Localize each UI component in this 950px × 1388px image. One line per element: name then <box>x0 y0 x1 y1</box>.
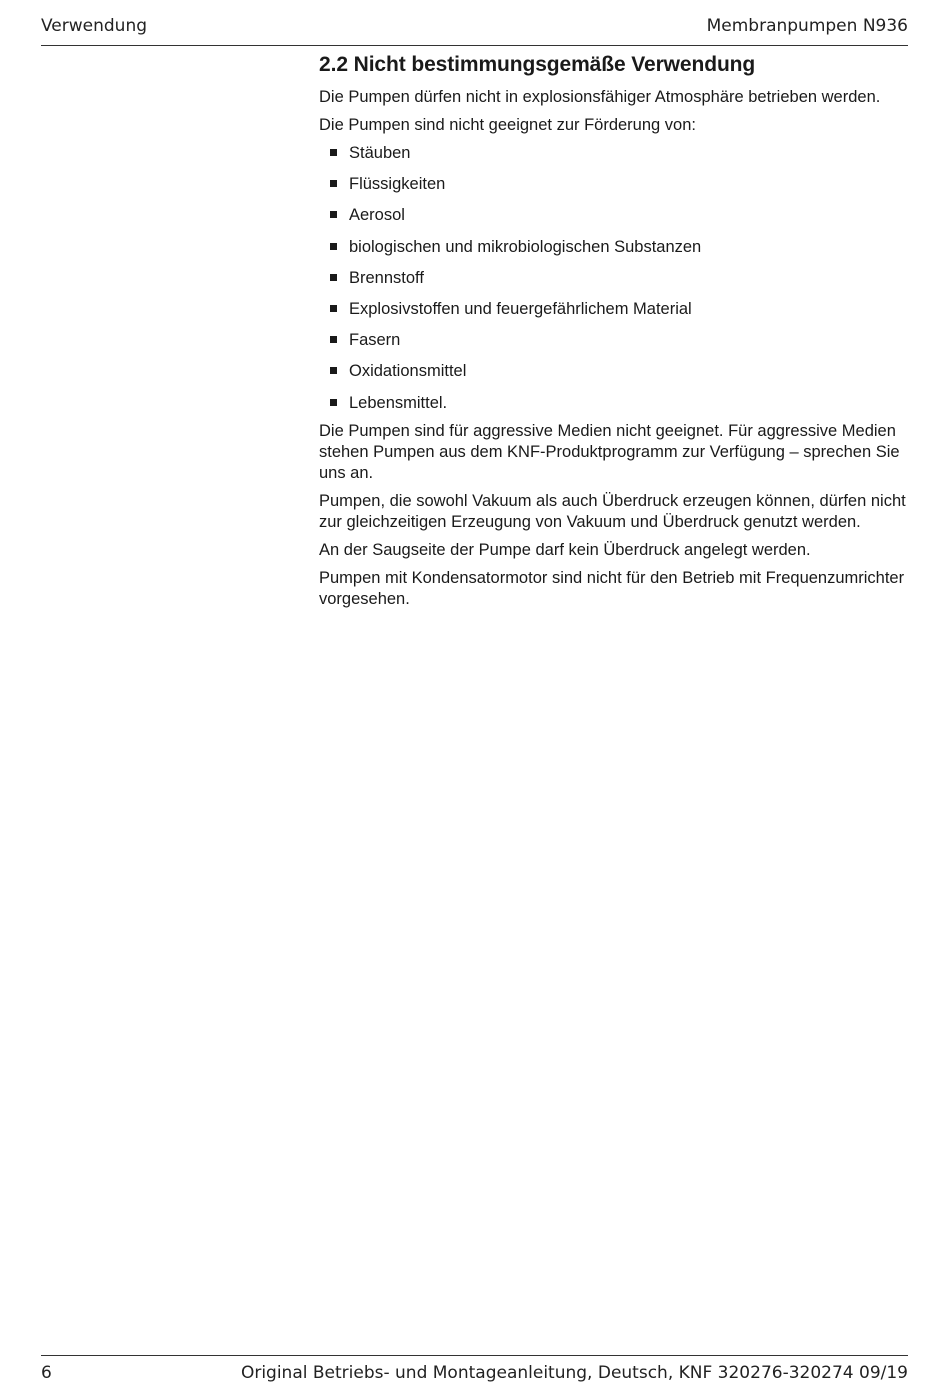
square-bullet-icon <box>330 305 337 312</box>
intro-paragraph-explosive: Die Pumpen dürfen nicht in explosionsfähiger Atmosphäre betrieben werden. <box>319 88 881 106</box>
square-bullet-icon <box>330 274 337 281</box>
list-item <box>319 143 911 174</box>
header-chapter: Verwendung <box>41 16 148 36</box>
intro-paragraph-unsuitable: Die Pumpen sind nicht geeignet zur Förderung von: <box>319 116 696 134</box>
paragraph-suction-side: An der Saugseite der Pumpe darf kein Überdruck angelegt werden. <box>319 540 811 559</box>
unsuitable-media-list <box>319 143 911 424</box>
list-item-label: Stäuben <box>349 144 411 162</box>
main-content <box>319 52 911 617</box>
square-bullet-icon <box>330 367 337 374</box>
square-bullet-icon <box>330 149 337 156</box>
list-item-label: Explosivstoffen und feuergefährlichem Material <box>349 299 692 318</box>
square-bullet-icon <box>330 336 337 343</box>
paragraph-capacitor-motor: Pumpen mit Kondensatormotor sind nicht für den Betrieb mit Frequenzumrichter vorgesehen. <box>319 568 905 608</box>
list-item-label: Flüssigkeiten <box>349 175 446 194</box>
footer-document-info: Original Betriebs- und Montageanleitung, Deutsch, KNF 320276-320274 09/19 <box>240 1363 908 1383</box>
square-bullet-icon <box>330 211 337 218</box>
header-product: Membranpumpen N936 <box>706 16 908 36</box>
list-item-label: Oxidationsmittel <box>349 362 467 381</box>
list-item <box>319 299 911 330</box>
list-item <box>319 268 911 299</box>
list-item-label: Fasern <box>349 331 401 350</box>
list-item-label: Brennstoff <box>349 268 424 287</box>
page-number: 6 <box>41 1363 52 1383</box>
square-bullet-icon <box>330 243 337 250</box>
square-bullet-icon <box>330 180 337 187</box>
page-header <box>41 14 908 46</box>
list-item <box>319 330 911 361</box>
list-item <box>319 174 911 205</box>
list-item-label: Lebensmittel. <box>349 393 448 412</box>
list-item <box>319 361 911 392</box>
paragraph-aggressive-media: Die Pumpen sind für aggressive Medien nicht geeignet. Für aggressive Medien stehen Pumpen aus dem KNF-Produktprogramm zur Verfügung – sprechen Sie uns an. <box>319 421 900 482</box>
list-item-label: biologischen und mikrobiologischen Substanzen <box>349 237 702 256</box>
paragraph-vacuum-overpressure: Pumpen, die sowohl Vakuum als auch Überdruck erzeugen können, dürfen nicht zur gleichzeitigen Erzeugung von Vakuum und Überdruck genutzt werden. <box>319 491 906 531</box>
page-footer <box>41 1355 908 1388</box>
list-item <box>319 393 911 424</box>
list-item <box>319 237 911 268</box>
section-title: 2.2 Nicht bestimmungsgemäße Verwendung <box>319 53 756 76</box>
square-bullet-icon <box>330 399 337 406</box>
list-item-label: Aerosol <box>349 206 405 225</box>
list-item <box>319 205 911 236</box>
